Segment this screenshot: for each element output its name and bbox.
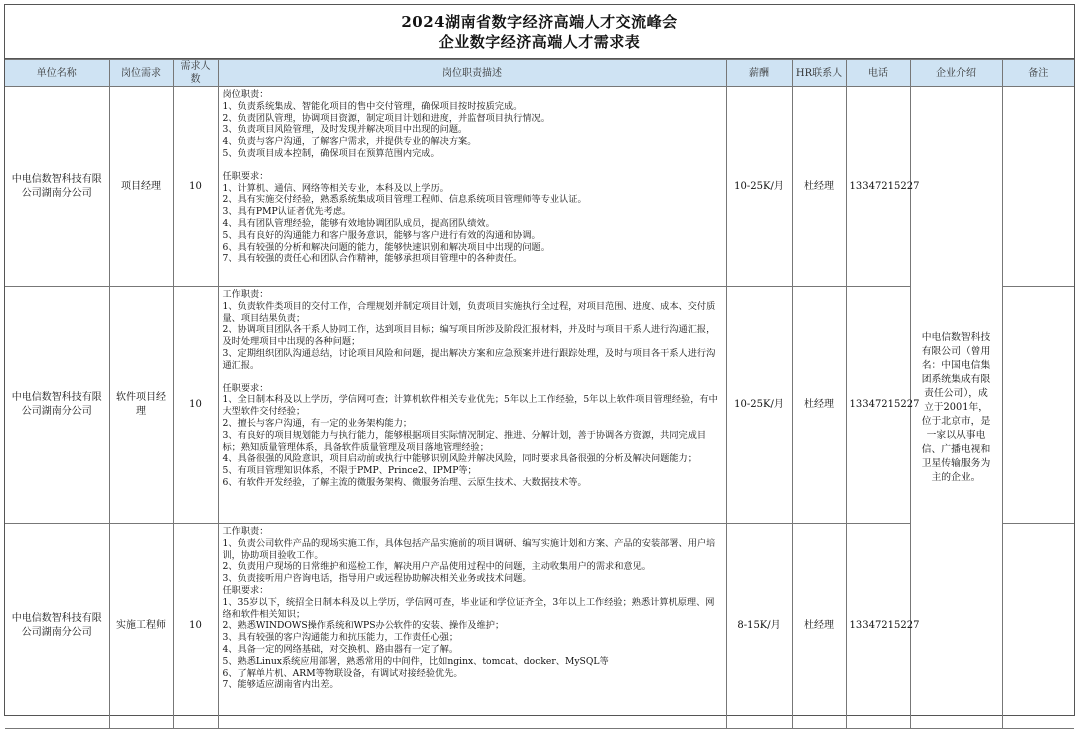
description-line: 5、熟悉Linux系统应用部署，熟悉常用的中间件，比如nginx、tomcat、docker、MySQL等 xyxy=(222,655,609,667)
salary-cell: 8-15K/月 xyxy=(726,524,792,729)
count-cell: 10 xyxy=(173,287,218,524)
description-line: 岗位职责： xyxy=(222,89,269,100)
hr-cell: 杜经理 xyxy=(792,287,846,524)
company-cell: 中电信数智科技有限公司湖南分公司 xyxy=(5,524,109,729)
description-line: 5、具有良好的沟通能力和客户服务意识，能够与客户进行有效的沟通和协调。 xyxy=(222,229,541,241)
header-phone: 电话 xyxy=(846,60,910,87)
description-line: 6、了解单片机、ARM等物联设备，有调试对接经验优先。 xyxy=(222,667,463,679)
position-cell: 项目经理 xyxy=(109,87,173,287)
description-line: 5、有项目管理知识体系，不限于PMP、Prince2、IPMP等； xyxy=(222,465,477,477)
remark-cell xyxy=(1002,87,1074,287)
description-line: 任职要求： xyxy=(222,584,269,596)
description-line: 1、计算机、通信、网络等相关专业，本科及以上学历。 xyxy=(222,182,449,194)
remark-cell xyxy=(1002,524,1074,729)
remark-cell xyxy=(1002,287,1074,524)
description-line: 4、具备很强的风险意识，项目启动前或执行中能够识别风险并解决风险，同时要求具备很强的分析及解决问题能力； xyxy=(222,453,697,465)
description-line: 2、负责用户现场的日常维护和巡检工作，解决用户产品使用过程中的问题，主动收集用户的需求和意见。 xyxy=(222,561,651,573)
header-intro: 企业介绍 xyxy=(910,60,1002,87)
description-cell xyxy=(218,287,726,524)
salary-cell: 10-25K/月 xyxy=(726,287,792,524)
description-cell xyxy=(218,87,726,287)
description-line: 1、负责公司软件产品的现场实施工作，具体包括产品实施前的项目调研、编写实施计划和方案、产品的安装部署、用户培训，协助项目验收工作。 xyxy=(222,537,716,561)
description-line: 3、有良好的项目规划能力与执行能力，能够根据项目实际情况制定、推进、分解计划，善于协调各方资源，共同完成目标；熟知质量管理体系，具备软件质量管理及项目落地管理经验； xyxy=(222,429,707,453)
sheet-title-block xyxy=(5,5,1074,59)
description-line: 2、协调项目团队各干系人协同工作，达到项目目标；编写项目所涉及阶段汇报材料，并及时与项目干系人进行沟通汇报，及时处理项目中出现的各种问题； xyxy=(222,324,716,348)
description-line: 1、负责软件类项目的交付工作，合理规划并制定项目计划，负责项目实施执行全过程，对项目范围、进度、成本、交付质量、项目结果负责； xyxy=(222,300,716,324)
description-line: 3、负责项目风险管理，及时发现并解决项目中出现的问题。 xyxy=(222,124,468,136)
description-cell xyxy=(218,524,726,729)
description-line: 6、有软件开发经验，了解主流的微服务架构、微服务治理、云原生技术、大数据技术等。 xyxy=(222,476,587,488)
phone-cell: 13347215227 xyxy=(846,287,910,524)
description-spacer xyxy=(223,160,722,171)
description-line: 1、35岁以下，统招全日制本科及以上学历，学信网可查，毕业证和学位证齐全，3年以上工作经验；熟悉计算机原理、网络和软件相关知识； xyxy=(222,596,715,620)
description-line: 任职要求： xyxy=(222,382,269,394)
description-line: 3、定期组织团队沟通总结，讨论项目风险和问题，提出解决方案和应急预案并进行跟踪处理，及时与项目各干系人进行沟通汇报。 xyxy=(222,347,716,371)
count-cell: 10 xyxy=(173,524,218,729)
description-line: 2、具有实施交付经验，熟悉系统集成项目管理工程师、信息系统项目管理师等专业认证。 xyxy=(222,194,587,206)
header-position: 岗位需求 xyxy=(109,60,173,87)
description-line: 5、负责项目成本控制，确保项目在预算范围内完成。 xyxy=(222,147,440,159)
description-line: 工作职责： xyxy=(222,289,269,300)
phone-cell: 13347215227 xyxy=(846,524,910,729)
description-line: 3、具有较强的客户沟通能力和抗压能力，工作责任心强； xyxy=(222,632,459,644)
description-line: 4、负责与客户沟通，了解客户需求，并提供专业的解决方案。 xyxy=(222,136,477,148)
salary-cell: 10-25K/月 xyxy=(726,87,792,287)
description-line: 任职要求： xyxy=(222,170,269,182)
description-line: 1、负责系统集成、智能化项目的售中交付管理，确保项目按时按质完成。 xyxy=(222,100,523,112)
hr-cell: 杜经理 xyxy=(792,87,846,287)
company-cell: 中电信数智科技有限公司湖南分公司 xyxy=(5,287,109,524)
company-intro-cell: 中电信数智科技有限公司（曾用名：中国电信集团系统集成有限责任公司），成立于2001年，位于北京市，是一家以从事电信、广播电视和卫星传输服务为主的企业。 xyxy=(910,87,1002,729)
header-count: 需求人数 xyxy=(173,60,218,87)
hr-cell: 杜经理 xyxy=(792,524,846,729)
header-salary: 薪酬 xyxy=(726,60,792,87)
header-hr: HR联系人 xyxy=(792,60,846,87)
description-spacer xyxy=(223,372,722,383)
description-line: 6、具有较强的分析和解决问题的能力，能够快速识别和解决项目中出现的问题。 xyxy=(222,241,550,253)
description-line: 4、具备一定的网络基础，对交换机、路由器有一定了解。 xyxy=(222,643,459,655)
description-line: 2、擅长与客户沟通，有一定的业务架构能力； xyxy=(222,417,413,429)
count-cell: 10 xyxy=(173,87,218,287)
header-remark: 备注 xyxy=(1002,60,1074,87)
description-line: 2、熟悉WINDOWS操作系统和WPS办公软件的安装、操作及维护； xyxy=(222,620,505,632)
description-line: 1、全日制本科及以上学历，学信网可查；计算机软件相关专业优先；5年以上工作经验，5年以上软件项目管理经验，有中大型软件交付经验； xyxy=(222,394,718,418)
description-line: 3、负责接听用户咨询电话，指导用户或远程协助解决相关业务或技术问题。 xyxy=(222,573,532,585)
header-company: 单位名称 xyxy=(5,60,109,87)
position-cell: 软件项目经理 xyxy=(109,287,173,524)
header-description: 岗位职责描述 xyxy=(218,60,726,87)
requirement-table xyxy=(5,59,1074,729)
description-line: 3、具有PMP认证者优先考虑。 xyxy=(222,206,352,218)
sheet-title-main: 2024湖南省数字经济高端人才交流峰会 xyxy=(401,13,678,31)
company-cell: 中电信数智科技有限公司湖南分公司 xyxy=(5,87,109,287)
table-header-row xyxy=(5,60,1074,87)
requirement-sheet xyxy=(4,4,1075,716)
phone-cell: 13347215227 xyxy=(846,87,910,287)
description-line: 7、具有较强的责任心和团队合作精神，能够承担项目管理中的各种责任。 xyxy=(222,253,523,265)
description-line: 7、能够适应湖南省内出差。 xyxy=(222,679,339,691)
sheet-title-sub: 企业数字经济高端人才需求表 xyxy=(438,33,641,51)
description-line: 4、具有团队管理经验，能够有效地协调团队成员，提高团队绩效。 xyxy=(222,217,495,229)
table-row xyxy=(5,87,1074,287)
description-line: 2、负责团队管理，协调项目资源，制定项目计划和进度，并监督项目执行情况。 xyxy=(222,112,550,124)
description-line: 工作职责： xyxy=(222,526,269,537)
position-cell: 实施工程师 xyxy=(109,524,173,729)
